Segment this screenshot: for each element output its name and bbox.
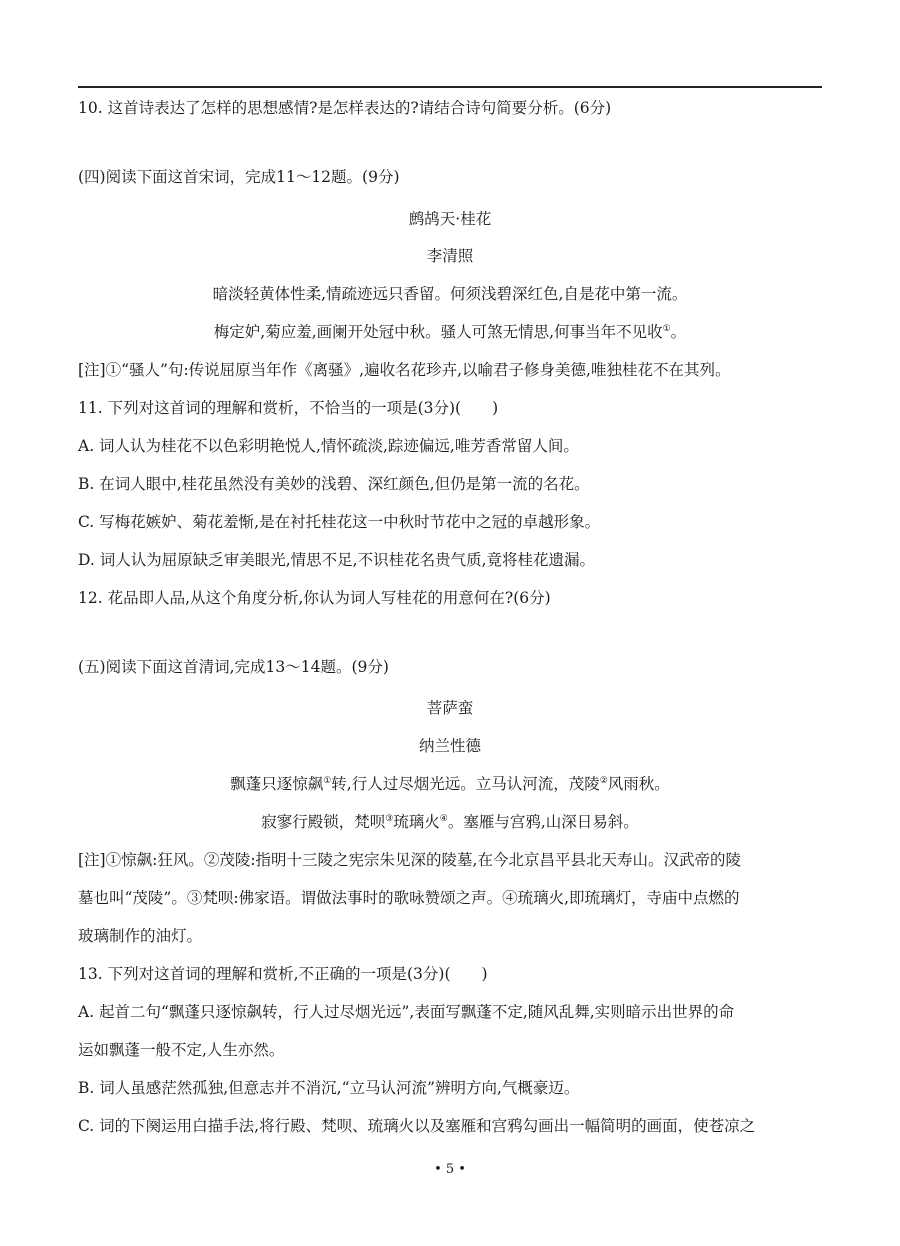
poem-note-line-1: [注]①惊飙:狂风。②茂陵:指明十三陵之宪宗朱见深的陵墓,在今北京昌平县北天寿山。汉武帝的陵 — [78, 851, 741, 869]
poem-title: 鹧鸪天·桂花 — [408, 210, 492, 228]
section-5-intro: (五)阅读下面这首清词,完成13～14题。(9分) — [78, 658, 389, 676]
poem-line-2: 寂寥行殿锁，梵呗③琉璃火④。塞雁与宫鸦,山深日易斜。 — [261, 813, 639, 831]
option-13c: C. 词的下阕运用白描手法,将行殿、梵呗、琉璃火以及塞雁和宫鸦勾画出一幅简明的画面，使苍凉之 — [78, 1117, 756, 1135]
poem-line-1: 飘蓬只逐惊飙①转,行人过尽烟光远。立马认河流，茂陵②风雨秋。 — [230, 775, 670, 793]
poem-line-1: 暗淡轻黄体性柔,情疏迹远只香留。何须浅碧深红色,自是花中第一流。 — [212, 285, 688, 303]
top-rule — [78, 86, 822, 88]
question-10: 10. 这首诗表达了怎样的思想感情?是怎样表达的?请结合诗句简要分析。(6分) — [78, 99, 612, 117]
page-number: • 5 • — [434, 1162, 466, 1177]
poem-title: 菩萨蛮 — [426, 699, 474, 717]
poem-note: [注]①“骚人”句:传说屈原当年作《离骚》,遍收名花珍卉,以喻君子修身美德,唯独桂花不在其列。 — [78, 361, 731, 379]
poem-author: 李清照 — [426, 247, 474, 265]
question-11: 11. 下列对这首词的理解和赏析，不恰当的一项是(3分)( ) — [78, 399, 499, 417]
option-13a-line-1: A. 起首二句“飘蓬只逐惊飙转，行人过尽烟光远”,表面写飘蓬不定,随风乱舞,实则暗示出世界的命 — [78, 1003, 735, 1021]
option-11b: B. 在词人眼中,桂花虽然没有美妙的浅碧、深红颜色,但仍是第一流的名花。 — [78, 475, 590, 493]
option-13b: B. 词人虽感茫然孤独,但意志并不消沉,“立马认河流”辨明方向,气概豪迈。 — [78, 1079, 580, 1097]
option-13a-line-2: 运如飘蓬一般不定,人生亦然。 — [78, 1041, 285, 1059]
poem-note-line-2: 墓也叫“茂陵”。③梵呗:佛家语。谓做法事时的歌咏赞颂之声。④琉璃火,即琉璃灯，寺庙中点燃的 — [78, 889, 740, 907]
question-13: 13. 下列对这首词的理解和赏析,不正确的一项是(3分)( ) — [78, 965, 488, 983]
option-11c: C. 写梅花嫉妒、菊花羞惭,是在衬托桂花这一中秋时节花中之冠的卓越形象。 — [78, 513, 601, 531]
option-11d: D. 词人认为屈原缺乏审美眼光,情思不足,不识桂花名贵气质,竟将桂花遗漏。 — [78, 551, 596, 569]
question-12: 12. 花品即人品,从这个角度分析,你认为词人写桂花的用意何在?(6分) — [78, 589, 551, 607]
section-4-intro: (四)阅读下面这首宋词，完成11～12题。(9分) — [78, 168, 400, 186]
option-11a: A. 词人认为桂花不以色彩明艳悦人,情怀疏淡,踪迹偏远,唯芳香常留人间。 — [78, 437, 579, 455]
poem-line-2: 梅定妒,菊应羞,画阑开处冠中秋。骚人可煞无情思,何事当年不见收①。 — [213, 323, 687, 341]
poem-note-line-3: 玻璃制作的油灯。 — [78, 927, 203, 945]
poem-author: 纳兰性德 — [418, 737, 481, 755]
